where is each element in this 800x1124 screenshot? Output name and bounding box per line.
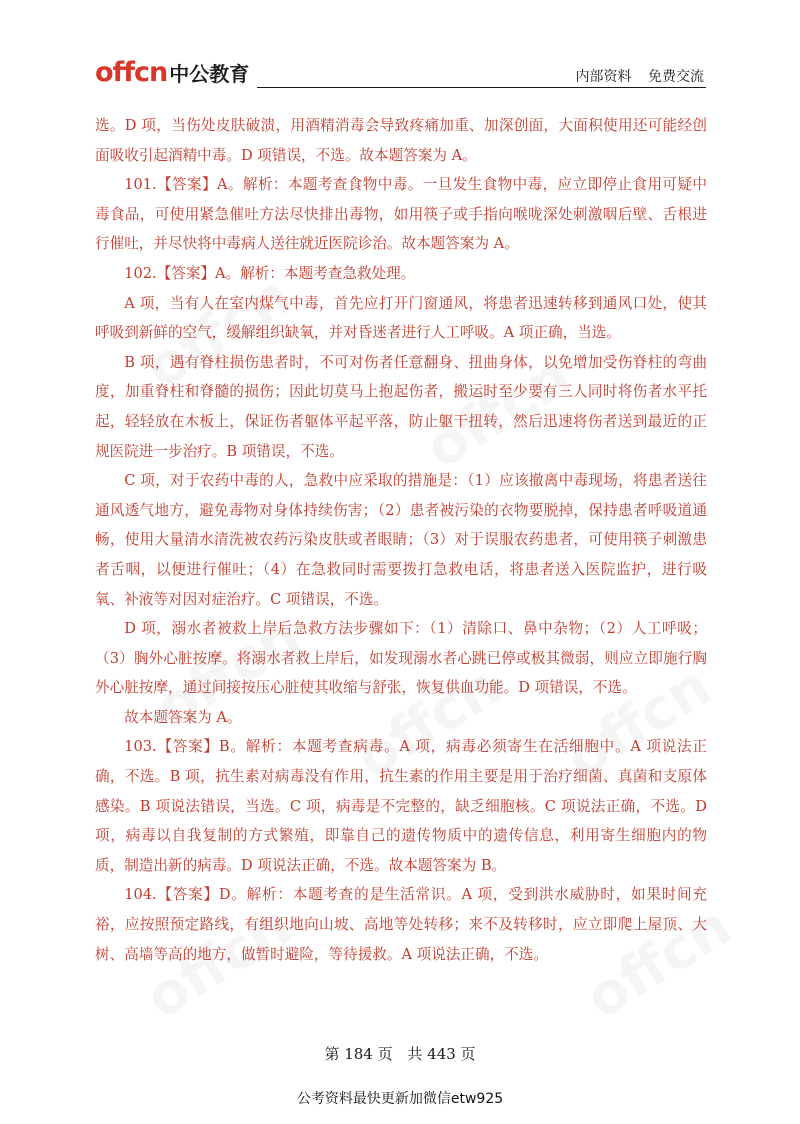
logo-wordmark: offcn xyxy=(95,57,168,88)
answer-104: 104.【答案】D。解析：本题考查的是生活常识。A 项，受到洪水威胁时，如果时间充裕，应按照预定路线，有组织地向山坡、高地等处转移；来不及转移时，应立即爬上屋顶、大树、高墙等高的地方，做暂时避险，等待援救。A 项说法正确，不选。 xyxy=(95,886,707,963)
paragraph-continued: 选。D 项，当伤处皮肤破溃，用酒精消毒会导致疼痛加重、加深创面，大面积使用还可能经创面吸收引起酒精中毒。D 项错误，不选。故本题答案为 A。 xyxy=(95,117,707,164)
total-pages: 共 443 页 xyxy=(407,1045,476,1063)
answer-101: 101.【答案】A。解析：本题考查食物中毒。一旦发生食物中毒，应立即停止食用可疑中毒食品，可使用紧急催吐方法尽快排出毒物，如用筷子或手指向喉咙深处刺激咽后壁、舌根进行催吐，并尽快将中毒病人送往就近医院诊治。故本题答案为 A。 xyxy=(95,176,707,253)
answer-102-option-c: C 项，对于农药中毒的人，急救中应采取的措施是：（1）应该撤离中毒现场，将患者送往通风透气地方，避免毒物对身体持续伤害；（2）患者被污染的衣物要脱掉，保持患者呼吸道通畅，使用大量清水清洗被农药污染皮肤或者眼睛；（3）对于误服农药患者，可使用筷子刺激患者舌咽，以便进行催吐；（4）在急救同时需要拨打急救电话，将患者送入医院监护，进行吸氧、补液等对因对症治疗。C 项错误，不选。 xyxy=(95,472,707,608)
answer-103: 103.【答案】B。解析：本题考查病毒。A 项，病毒必须寄生在活细胞中。A 项说法正确，不选。B 项，抗生素对病毒没有作用，抗生素的作用主要是用于治疗细菌、真菌和支原体感染。B 项说法错误，当选。C 项，病毒是不完整的，缺乏细胞核。C 项说法正确，不选。D 项，病毒以自我复制的方式繁殖，即靠自己的遗传物质中的遗传信息，利用寄生细胞内的物质，制造出新的病毒。D 项说法正确，不选。故本题答案为 B。 xyxy=(95,738,707,874)
free-exchange-label: 免费交流 xyxy=(648,69,704,85)
answer-102-option-b: B 项，遇有脊柱损伤患者时，不可对伤者任意翻身、扭曲身体，以免增加受伤脊柱的弯曲度，加重脊柱和脊髓的损伤；因此切莫马上抱起伤者，搬运时至少要有三人同时将伤者水平托起，轻轻放在木板上，保证伤者躯体平起平落，防止躯干扭转，然后迅速将伤者送到最近的正规医院进一步治疗。B 项错误，不选。 xyxy=(95,353,707,460)
page-number xyxy=(0,1043,800,1064)
offcn-logo xyxy=(95,57,249,87)
answer-102-option-a: A 项，当有人在室内煤气中毒，首先应打开门窗通风，将患者迅速转移到通风口处，使其呼吸到新鲜的空气，缓解组织缺氧，并对昏迷者进行人工呼吸。A 项正确，当选。 xyxy=(95,294,707,342)
answer-102: 102.【答案】A。解析：本题考查急救处理。 xyxy=(124,264,416,282)
header-rule xyxy=(257,87,706,88)
answer-explanations xyxy=(95,111,707,969)
answer-102-option-d: D 项，溺水者被救上岸后急救方法步骤如下：（1）清除口、鼻中杂物；（2）人工呼吸；（3）胸外心脏按摩。将溺水者救上岸后，如发现溺水者心跳已停或极其微弱，则应立即施行胸外心脏按摩，通过间接按压心脏使其收缩与舒张，恢复供血功能。D 项错误，不选。 xyxy=(95,620,707,697)
answer-102-conclusion: 故本题答案为 A。 xyxy=(124,708,242,726)
footer-promo-text: 公考资料最快更新加微信etw925 xyxy=(296,1091,504,1107)
current-page: 第 184 页 xyxy=(324,1045,393,1063)
internal-material-label: 内部资料 xyxy=(575,69,632,85)
logo-brand-name: 中公教育 xyxy=(169,62,250,86)
header-label xyxy=(576,66,704,86)
page-header xyxy=(95,55,706,91)
